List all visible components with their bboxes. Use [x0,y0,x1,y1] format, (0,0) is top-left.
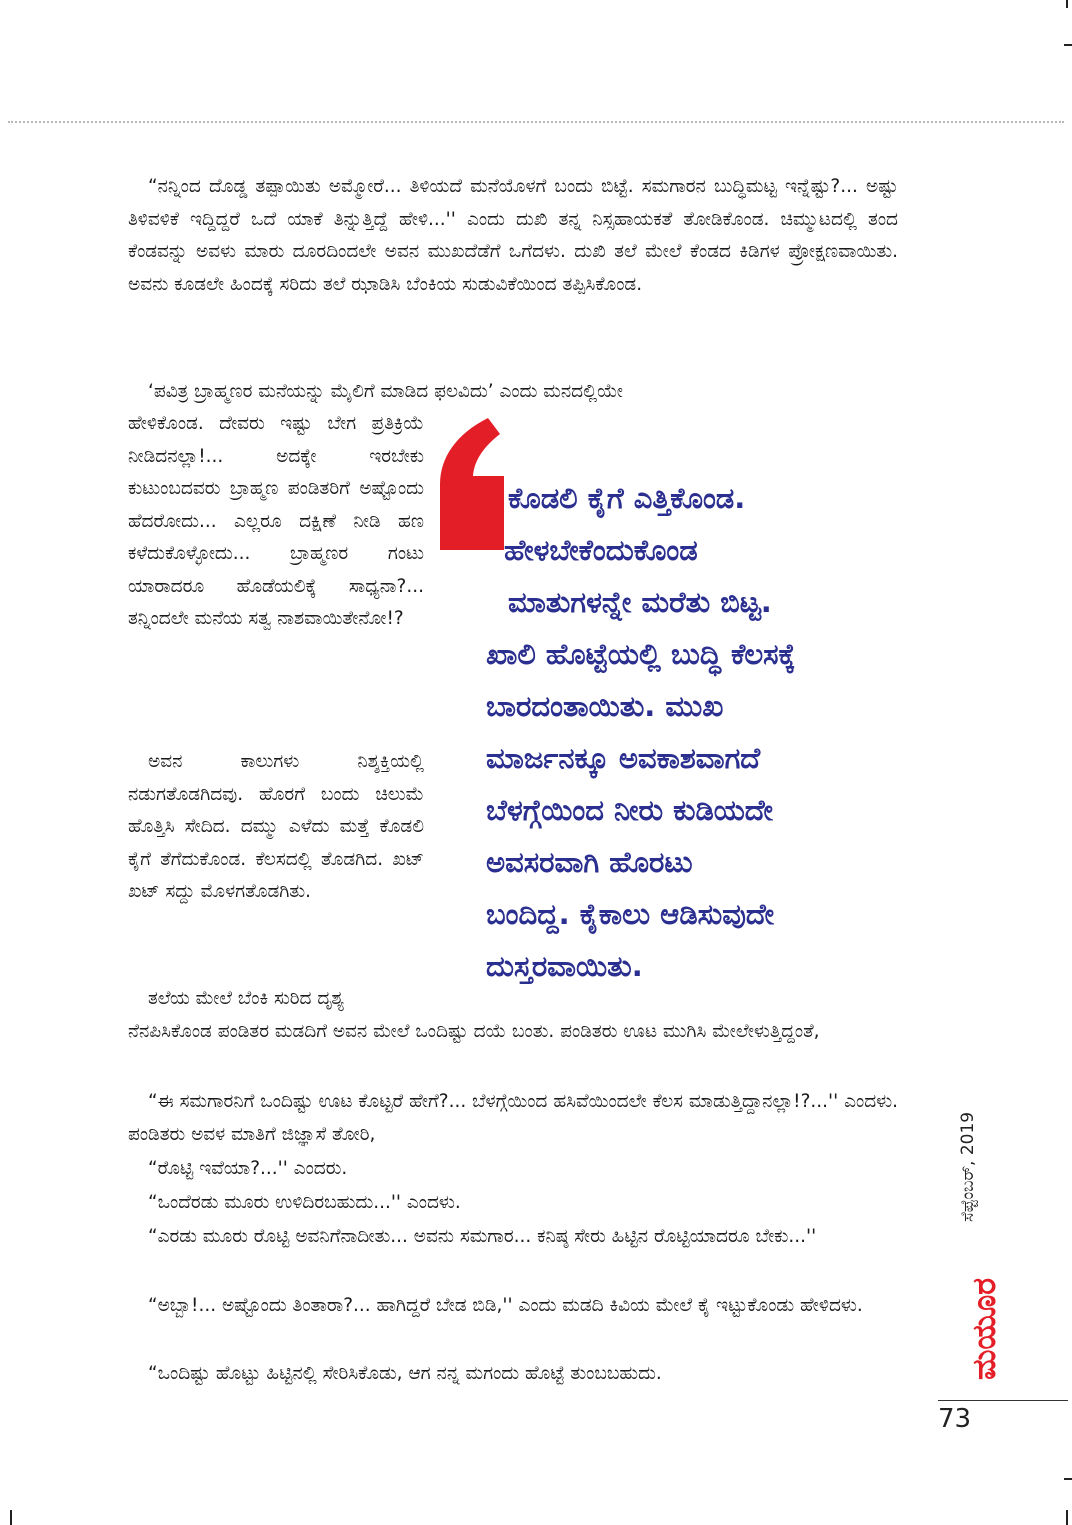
paragraph-3: ಅವನ ಕಾಲುಗಳು ನಿಶ್ಶಕ್ತಿಯಲ್ಲಿ ನಡುಗತೊಡಗಿದವು. ಹೊರಗೆ ಬಂದು ಚಿಲುಮೆ ಹೊತ್ತಿಸಿ ಸೇದಿದ. ದಮ್ಮು ಎಳೆದು ಮತ್ತೆ ಕೊಡಲಿ ಕೈಗೆ ತೆಗೆದುಕೊಂಡ. ಕೆಲಸದಲ್ಲಿ ತೊಡಗಿದ. ಖಟ್ ಖಟ್ ಸದ್ದು ಮೊಳಗತೊಡಗಿತು. [128,751,424,902]
pull-quote-line: ಹೇಳಬೇಕೆಂದುಕೊಂಡ [504,533,698,567]
paragraph-2-lead: ‘ಪವಿತ್ರ ಬ್ರಾಹ್ಮಣರ ಮನೆಯನ್ನು ಮೈಲಿಗೆ ಮಾಡಿದ ಫಲವಿದು’ ಎಂದು ಮನದಲ್ಲಿಯೇ [148,381,623,402]
pull-quote-line: ಖಾಲಿ ಹೊಟ್ಟೆಯಲ್ಲಿ ಬುದ್ಧಿ ಕೆಲಸಕ್ಕೆ [486,637,796,671]
pull-quote-line: ಬಾರದಂತಾಯಿತು. ಮುಖ [486,689,724,723]
paragraph-7: “ಒಂದೆರಡು ಮೂರು ಉಳಿದಿರಬಹುದು...'' ಎಂದಳು. [148,1192,461,1213]
paragraph-4: ನೆನಪಿಸಿಕೊಂಡ ಪಂಡಿತರ ಮಡದಿಗೆ ಅವನ ಮೇಲೆ ಒಂದಿಷ್ಟು ದಯೆ ಬಂತು. ಪಂಡಿತರು ಊಟ ಮುಗಿಸಿ ಮೇಲೇಳುತ್ತಿದ್ದಂತೆ, [128,1021,820,1042]
magazine-name: ಮಯೂರ [965,1277,1003,1380]
paragraph-10: “ಒಂದಿಷ್ಟು ಹೊಟ್ಟು ಹಿಟ್ಟಿನಲ್ಲಿ ಸೇರಿಸಿಕೊಡು, ಆಗ ನನ್ನ ಮಗಂದು ಹೊಟ್ಟೆ ತುಂಬಬಹುದು. [148,1363,662,1384]
paragraph-6: “ರೊಟ್ಟಿ ಇವೆಯಾ?...'' ಎಂದರು. [148,1158,348,1179]
paragraph-5: “ಈ ಸಮಗಾರನಿಗೆ ಒಂದಿಷ್ಟು ಊಟ ಕೊಟ್ಟರೆ ಹೇಗೆ?... ಬೆಳಗ್ಗೆಯಿಂದ ಹಸಿವೆಯಿಂದಲೇ ಕೆಲಸ ಮಾಡುತ್ತಿದ್ದಾನಲ್ಲಾ!?...'' ಎಂದಳು. ಪಂಡಿತರು ಅವಳ ಮಾತಿಗೆ ಜಿಜ್ಞಾಸೆ ತೋರಿ, [128,1091,898,1145]
pull-quote [486,472,896,992]
crop-mark [1064,1478,1072,1480]
header-dotted-rule [8,121,1064,123]
pull-quote-line: ಅವಸರವಾಗಿ ಹೊರಟು [486,845,693,879]
pull-quote-line: ಬಂದಿದ್ದ. ಕೈಕಾಲು ಆಡಿಸುವುದೇ [486,897,775,931]
page-number: 73 [938,1404,972,1434]
pull-quote-line: ಮಾರ್ಜನಕ್ಕೂ ಅವಕಾಶವಾಗದೆ [486,741,761,775]
crop-mark [1064,44,1072,46]
paragraph-4-lead: ತಲೆಯ ಮೇಲೆ ಬೆಂಕಿ ಸುರಿದ ದೃಶ್ಯ [148,988,345,1009]
crop-mark [10,1510,12,1525]
paragraph-1: “ನನ್ನಿಂದ ದೊಡ್ಡ ತಪ್ಪಾಯಿತು ಅಮ್ಮೋರೆ... ತಿಳಿಯದೆ ಮನೆಯೊಳಗೆ ಬಂದು ಬಿಟ್ಟೆ. ಸಮಗಾರನ ಬುದ್ಧಿಮಟ್ಟ ಇನ್ನೆಷ್ಟು?... ಅಷ್ಟು ತಿಳಿವಳಿಕೆ ಇದ್ದಿದ್ದರೆ ಒದೆ ಯಾಕೆ ತಿನ್ನುತ್ತಿದ್ದೆ ಹೇಳಿ...'' ಎಂದು ದುಖಿ ತನ್ನ ನಿಸ್ಸಹಾಯಕತೆ ತೋಡಿಕೊಂಡ. ಚಿಮ್ಮುಟದಲ್ಲಿ ತಂದ ಕೆಂಡವನ್ನು ಅವಳು ಮಾರು ದೂರದಿಂದಲೇ ಅವನ ಮುಖದೆಡೆಗೆ ಒಗೆದಳು. ದುಖಿ ತಲೆ ಮೇಲೆ ಕೆಂಡದ ಕಿಡಿಗಳ ಪ್ರೋಕ್ಷಣವಾಯಿತು. ಅವನು ಕೂಡಲೇ ಹಿಂದಕ್ಕೆ ಸರಿದು ತಲೆ ಝಾಡಿಸಿ ಬೆಂಕಿಯ ಸುಡುವಿಕೆಯಿಂದ ತಪ್ಪಿಸಿಕೊಂಡ. [128,176,898,295]
page-number-rule [938,1400,1068,1401]
pull-quote-line: ಕೊಡಲಿ ಕೈಗೆ ಎತ್ತಿಕೊಂಡ. [508,481,746,515]
pull-quote-line: ಬೆಳಗ್ಗೆಯಿಂದ ನೀರು ಕುಡಿಯದೇ [486,793,774,827]
crop-mark [1066,1510,1068,1525]
crop-mark [1066,0,1068,8]
paragraph-2-column: ಹೇಳಿಕೊಂಡ. ದೇವರು ಇಷ್ಟು ಬೇಗ ಪ್ರತಿಕ್ರಿಯೆ ನೀಡಿದನಲ್ಲಾ!... ಅದಕ್ಕೇ ಇರಬೇಕು ಕುಟುಂಬದವರು ಬ್ರಾಹ್ಮಣ ಪಂಡಿತರಿಗೆ ಅಷ್ಟೊಂದು ಹೆದರೋದು... ಎಲ್ಲರೂ ದಕ್ಷಿಣೆ ನೀಡಿ ಹಣ ಕಳೆದುಕೊಳ್ಳೋದು... ಬ್ರಾಹ್ಮಣರ ಗಂಟು ಯಾರಾದರೂ ಹೊಡೆಯಲಿಕ್ಕೆ ಸಾಧ್ಯನಾ?... ತನ್ನಿಂದಲೇ ಮನೆಯ ಸತ್ವ ನಾಶವಾಯಿತೇನೋ!? [128,413,424,629]
pull-quote-line: ಮಾತುಗಳನ್ನೇ ಮರೆತು ಬಿಟ್ಟ. [508,585,772,619]
paragraph-8: “ಎರಡು ಮೂರು ರೊಟ್ಟಿ ಅವನಿಗೆನಾದೀತು... ಅವನು ಸಮಗಾರ... ಕನಿಷ್ಠ ಸೇರು ಹಿಟ್ಟಿನ ರೊಟ್ಟಿಯಾದರೂ ಬೇಕು...'' [148,1226,817,1247]
issue-date: ಸೆಪ್ಟೆಂಬರ್, 2019 [958,1111,978,1222]
paragraph-9: “ಅಬ್ಬಾ!... ಅಷ್ಟೊಂದು ತಿಂತಾರಾ?... ಹಾಗಿದ್ದರೆ ಬೇಡ ಬಿಡಿ,'' ಎಂದು ಮಡದಿ ಕಿವಿಯ ಮೇಲೆ ಕೈ ಇಟ್ಟುಕೊಂಡು ಹೇಳಿದಳು. [148,1295,863,1316]
pull-quote-line: ದುಸ್ತರವಾಯಿತು. [486,949,643,983]
